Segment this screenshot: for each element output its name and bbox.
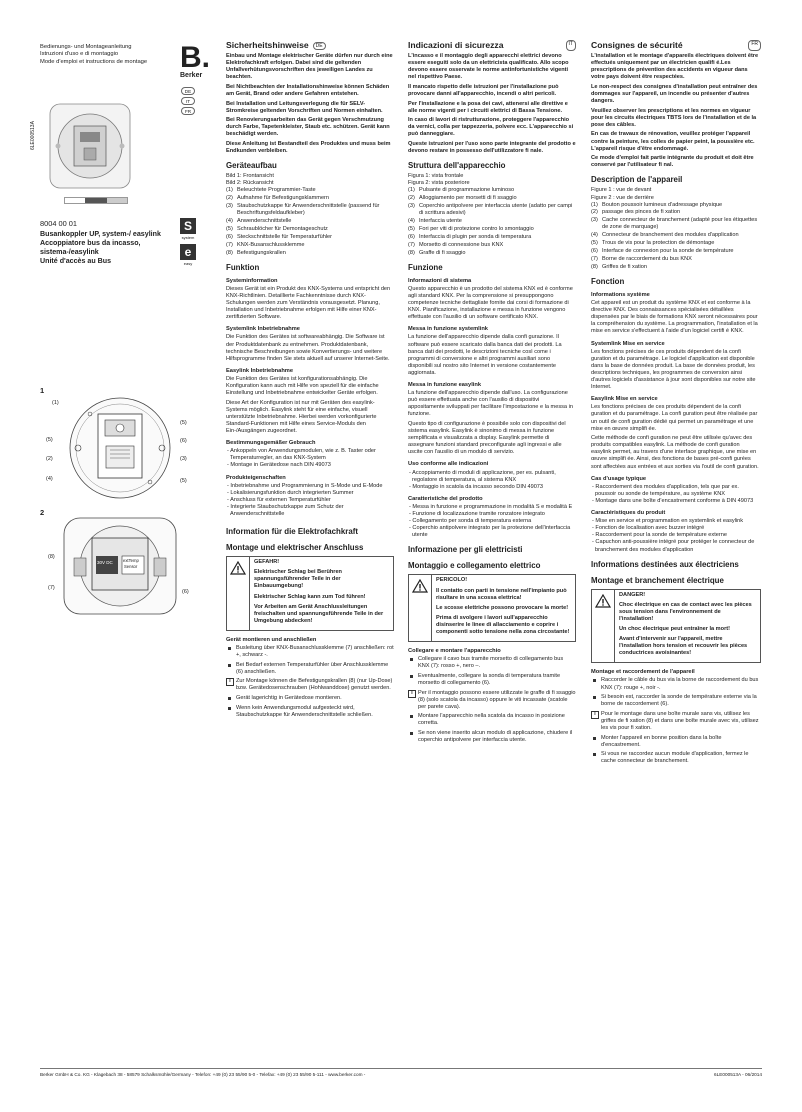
meta-line-fr: Mode d'emploi et instructions de montage: [40, 58, 148, 65]
device-item-text: Fori per viti di protezione contro lo smontaggio: [419, 226, 534, 233]
device-item-number: (2): [226, 195, 233, 202]
syslink-title-it: Messa in funzione systemlink: [408, 326, 488, 333]
safety-title-it: Indicazioni di sicurezza: [408, 40, 504, 50]
device-item: [591, 209, 761, 216]
warning-para: Elektrischer Schlag bei Berühren spannungsführender Teile in der Einbauumgebung!: [254, 569, 342, 590]
sysinfo-title-it: Informazioni di sistema: [408, 277, 472, 284]
use-item: - Raccordement des modules d'application, tels que par ex. poussoir ou sonde de température, au système KNX: [592, 483, 739, 497]
easylink-para: Les fonctions précises de ces produits dépendent de la confi guration et du paramétrage. La confi guration peut être réalisée par un outil de confi guration dédié qui permet un paramétrage et une mise en œuvre simplifi ée.: [591, 404, 758, 432]
device-item-text: Bouton poussoir lumineux d'adressage physique: [602, 201, 723, 208]
device-item-number: (7): [408, 241, 415, 248]
use-items-fr: [591, 484, 761, 505]
warning-para: PERICOLO!: [436, 577, 468, 584]
step-item: Busleitung über KNX-Busanschlussklemme (7) anschließen: rot +, schwarz -.: [226, 645, 394, 659]
safety-para: Ce mode d'emploi fait partie intégrante du produit et doit être conservé par l'utilisateur fi nal.: [591, 155, 754, 169]
prop-item-text: Fonction de localisation avec buzzer intégré: [595, 525, 705, 532]
props-items-de: [226, 483, 394, 518]
doc-code-vertical: 6LE000513A: [30, 121, 36, 150]
prop-item-text: Lokalisierungsfunktion durch integrierten Summer: [230, 489, 354, 496]
device-item-number: (8): [408, 249, 415, 256]
device-item: [408, 203, 576, 217]
danger-box-fr: [591, 589, 761, 664]
device-item-number: (6): [226, 233, 233, 240]
fig2-label-8: (8): [48, 554, 55, 560]
safety-para: En cas de travaux de rénovation, veuillez protéger l'appareil contre la peinture, les colles de papier peint, la poussière etc. L'appareil risque d'être endommagé.: [591, 131, 755, 152]
fig1-label-1: (1): [52, 400, 59, 406]
mount-title-de: Montage und elektrischer Anschluss: [226, 543, 364, 553]
step-item: Wenn kein Anwendungsmodul aufgesteckt wird, Staubschutzkappe für Anwenderschnittstelle schließen.: [226, 705, 394, 719]
step-item: Eventualmente, collegare la sonda di temperatura tramite morsetto di collegamento (6).: [408, 673, 576, 687]
device-item-text: Trous de vis pour la protection de démontage: [602, 240, 715, 247]
use-item: - Ankoppeln von Anwendungsmodulen, wie z. B. Taster oder Temperaturregler, an das KNX-System: [227, 448, 376, 462]
warning-para: Un choc électrique peut entraîner la mort!: [619, 625, 730, 632]
product-photo: [40, 96, 140, 196]
sysinfo-text-de: Dieses Gerät ist ein Produkt des KNX-Systems und entspricht den KNX-Richtlinien. Detaillierte Fachkenntnisse durch KNX-Schulungen werden zum Verständnis vorausgesetzt. Planung, Installation und Inbetriebnahme erfolgen mit Hilfe einer KNX-zertifizierten Software.: [226, 285, 391, 321]
device-items-it: [408, 187, 576, 256]
fig1-label-5c: (5): [180, 478, 187, 484]
device-figs-fr: [591, 187, 761, 201]
figure-caption: Figure 1 : vue de devant: [591, 187, 652, 194]
device-title-de: Geräteaufbau: [226, 161, 277, 171]
fig2-print-30v: 30V DC: [97, 560, 113, 565]
warning-para: Vor Arbeiten am Gerät Anschlussleitungen freischalten und spannungsführende Teile in der Umgebung abdecken!: [254, 603, 384, 624]
use-item-text: Montage dans une boîte d'encastrement conforme à DIN 49073: [595, 497, 754, 504]
figure-caption: Bild 2: Rückansicht: [226, 180, 274, 187]
sysinfo-title-fr: Informations système: [591, 292, 650, 299]
fig1-label-3: (3): [180, 456, 187, 462]
meta-line-de: Bedienungs- und Montageanleitung: [40, 44, 132, 50]
warning-text: [249, 557, 393, 630]
safety-paras-fr: [591, 53, 761, 169]
use-title-de: Bestimmungsgemäßer Gebrauch: [226, 440, 316, 447]
steps-de: [226, 645, 394, 719]
device-title-it: Struttura dell'apparecchio: [408, 161, 506, 171]
product-title-it: Accoppiatore bus da incasso, sistema-/easylink: [40, 239, 141, 256]
safety-para: Diese Anleitung ist Bestandteil des Produktes und muss beim Endkunden verbleiben.: [226, 141, 391, 155]
step-item: Se non viene inserito alcun modulo di applicazione, chiudere il coperchio antipolvere per interfaccia utente.: [408, 730, 576, 744]
syslink-text-it: La funzione dell'apparecchio dipende dalla confi gurazione. Il software può essere scaricato dalla banca dati dei prodotti. La banca dati dei prodotti, le descrizioni tecniche così come i programmi di conversione e altri programmi ausiliari sono disponibili sul nostro sito Internet in versione costantemente aggiornata.: [408, 334, 562, 376]
safety-para: L'incasso e il montaggio degli apparecchi elettrici devono essere eseguiti solo da un elettricista qualificato. Allo scopo devono essere osservate le norme antinfortunistiche vigenti nel rispettivo Paese.: [408, 53, 569, 81]
system-logo-icon: S: [180, 218, 196, 234]
step-item: Raccorder le câble du bus via la borne de raccordement du bus KNX (7): rouge +, noir -.: [591, 677, 761, 691]
warning-para: Choc électrique en cas de contact avec les pièces sous tension dans l'environnement de l'installation!: [619, 601, 752, 622]
sysinfo-text-fr: Cet appareil est un produit du système KNX et est conforme à la directive KNX. Des connaissances spécialisées détaillées dispensées par le biais de formations KNX seront nécessaires pour la compréhension du système. La programmation, l'installation et la mise en service s'effectuent à l'aide d'un logiciel certifi é KNX.: [591, 300, 758, 335]
color-bar: [64, 197, 128, 204]
figure-2-rear-view: [60, 512, 180, 620]
use-item: - Accoppiamento di moduli di applicazione, per es. pulsanti, regolatore di temperatura, al sistema KNX: [409, 469, 556, 483]
prop-item: - Funzione di localizzazione tramite ronzatore integrato: [409, 511, 545, 518]
syslink-text-de: Die Funktion des Gerätes ist softwareabhängig. Die Software ist der Produktdatenbank zu entnehmen. Produktdatenbank, technische Beschreibungen sowie Konvertierungs- und weitere Hilfsprogramme finden Sie stets aktuell auf unserer Internet-Seite.: [226, 334, 390, 362]
figure-caption: Figura 1: vista frontale: [408, 173, 464, 180]
figure-1-number: 1: [40, 386, 45, 395]
prop-item: - Capuchon anti-poussière intégré pour protéger le connecteur de branchement des modules d'application: [592, 539, 755, 553]
step-item: i Zur Montage können die Befestigungskrallen (8) (nur Up-Dose) bzw. Gerätedosenschrauben (Hohlwanddose) genutzt werden.: [226, 678, 394, 692]
safety-para: Veuillez observer les prescriptions et les normes en vigueur pour les circuits électriques TBTS lors de l'installation et de la pose des câbles.: [591, 107, 757, 128]
device-item-text: Beleuchtete Programmier-Taste: [237, 187, 316, 194]
func-title-it: Funzione: [408, 262, 443, 272]
device-item-number: (7): [591, 256, 598, 263]
device-item-number: (3): [226, 203, 233, 210]
easylink-paras-de: [226, 376, 394, 435]
berker-logo: [180, 41, 210, 115]
use-item: - Montage dans une boîte d'encastrement conforme à DIN 49073: [592, 497, 754, 504]
elec-title-de: Information für die Elektrofachkraft: [226, 527, 358, 537]
device-items-de: [226, 187, 394, 256]
mount-title-it: Montaggio e collegamento elettrico: [408, 561, 541, 571]
prop-item: - Collegamento per sonda di temperatura esterna: [409, 518, 532, 525]
prop-item: - Raccordement pour la sonde de température externe: [592, 532, 727, 539]
column-fr: [591, 40, 761, 768]
brand-letter: B.: [180, 41, 210, 74]
safety-para: Bei Renovierungsarbeiten das Gerät gegen Verschmutzung durch Farbe, Tapetenkleister, Staub etc. schützen. Gerät kann beschädigt werden.: [226, 117, 390, 138]
func-title-fr: Fonction: [591, 277, 625, 287]
device-item: [591, 202, 761, 209]
use-items-it: [408, 470, 576, 491]
product-title-fr: Unité d'accès au Bus: [40, 257, 112, 265]
safety-para: Einbau und Montage elektrischer Geräte dürfen nur durch eine Elektrofachkraft erfolgen. Dabei sind die geltenden Unfallverhütungsvorschriften des jeweiligen Landes zu beachten.: [226, 53, 393, 81]
device-item-number: (2): [408, 195, 415, 202]
device-item-text: Interfaccia utente: [419, 218, 462, 225]
safety-para: Per l'installazione e la posa dei cavi, attenersi alle direttive e alle norme vigenti per i circuiti elettrici di Bassa Tensione.: [408, 100, 568, 114]
device-item: [591, 248, 761, 255]
product-block: [40, 219, 175, 266]
article-number: 8004 00 01: [40, 219, 77, 228]
device-item: [591, 217, 761, 231]
prop-item-text: Funzione di localizzazione tramite ronzatore integrato: [412, 511, 545, 518]
step-item: Monter l'appareil en bonne position dans la boîte d'encastrement.: [591, 735, 761, 749]
safety-para: Queste istruzioni per l'uso sono parte integrante del prodotto e devono restare in possesso dell'utilizzatore fi nale.: [408, 141, 576, 155]
device-item: [408, 226, 576, 233]
use-title-fr: Cas d'usage typique: [591, 475, 647, 482]
steps-fr: [591, 677, 761, 765]
use-item: - Montaggio in scatola da incasso secondo DIN 49073: [409, 483, 544, 490]
product-title-de: Busankoppler UP, system-/ easylink: [40, 230, 161, 238]
warning-para: GEFAHR!: [254, 559, 280, 566]
easylink-para: Die Funktion des Gerätes ist konfigurationsabhängig. Die Konfiguration kann auch mit Hilfe von speziell für die einfache Einstellung und Inbetriebnahme entwickelter Geräte erfolgen.: [226, 375, 379, 397]
device-item: [591, 256, 761, 263]
danger-box-de: [226, 556, 394, 631]
easylink-para: Diese Art der Konfiguration ist nur mit Geräten des easylink-Systems möglich. Easylink steht für eine einfache, visuell unterstützte Inbetriebnahme. Hierbei werden vorkonfigurierte Standard-Funktionen mit Hilfe eines Service-Moduls den Ein-/Ausgängen zugeordnet.: [226, 399, 377, 435]
device-item: [408, 187, 576, 194]
device-item: [226, 226, 394, 233]
device-item-text: Staubschutzkappe für Anwenderschnittstelle (passend für Beschriftungsfeldaufkleber): [237, 203, 380, 217]
warning-para: DANGER!: [619, 591, 646, 598]
prop-item: - Lokalisierungsfunktion durch integrierten Summer: [227, 489, 354, 496]
use-items-de: [226, 448, 394, 469]
device-figs-it: [408, 173, 576, 187]
easylink-title-de: Easylink Inbetriebnahme: [226, 367, 294, 374]
device-item-text: Borne de raccordement du bus KNX: [602, 256, 692, 263]
device-item-number: (2): [591, 209, 598, 216]
device-title-fr: Description de l'appareil: [591, 175, 683, 185]
prop-item-text: Messa in funzione e programmazione in modalità S e modalità E: [412, 503, 573, 510]
device-item: [226, 195, 394, 202]
device-item-number: (1): [226, 187, 233, 194]
device-item-number: (6): [408, 233, 415, 240]
device-item: [226, 234, 394, 241]
device-item: [591, 240, 761, 247]
warning-para: Le scosse elettriche possono provocare la morte!: [436, 604, 569, 611]
footer: [40, 1068, 762, 1078]
use-item-text: Raccordement des modules d'application, tels que par ex. poussoir ou sonde de température, au système KNX: [595, 483, 739, 497]
props-items-it: [408, 504, 576, 539]
warning-text: [431, 575, 575, 641]
figure-caption: Figure 2 : vue de derrière: [591, 194, 654, 201]
warning-para: Il contatto con parti in tensione nell'impianto può risultare in una scossa elettrica!: [436, 587, 567, 601]
device-item-text: Alloggiamento per morsetti di fi ssaggio: [419, 195, 517, 202]
use-item: - Montage in Gerätedose nach DIN 49073: [227, 462, 331, 469]
func-title-de: Funktion: [226, 262, 260, 272]
easylink-paras-fr: [591, 404, 761, 470]
device-item-text: KNX-Busanschlussklemme: [237, 241, 305, 248]
easylink-para: La funzione dell'apparecchio dipende dall'uso. La configurazione può essere effettuata anche con l'ausilio di dispositivi appositamente sviluppati per facilitare l'impostazione e la messa in funzione.: [408, 390, 573, 418]
easylink-logo-label: easy: [183, 261, 193, 267]
connect-title-fr: Montage et raccordement de l'appareil: [591, 669, 695, 676]
prop-item-text: Mise en service et programmation en systemlink et easylink: [595, 518, 744, 525]
elec-title-it: Informazione per gli elettricisti: [408, 545, 523, 555]
mount-title-fr: Montage et branchement électrique: [591, 575, 724, 585]
footer-address: Berker GmbH & Co. KG - Klagebach 38 - 58579 Schalksmühle/Germany - Telefon: +49 (0) 23 55/90 5-0 - Telefax: +49 (0) 23 55/90 5-111 - www.berker.com -: [40, 1072, 366, 1077]
device-item-text: Graffe di fi ssaggio: [419, 249, 466, 256]
prop-item: - Coperchio antipolvere integrato per la protezione dell'interfaccia utente: [409, 525, 571, 539]
lang-tag-fr: FR: [748, 40, 761, 51]
warning-para: Prima di svolgere i lavori sull'apparecchio disinserire le linee di allacciamento e coprire i componenti sotto tensione nella zona circostante!: [436, 614, 570, 635]
device-item-text: Pulsante di programmazione luminoso: [419, 187, 515, 194]
device-item: [591, 264, 761, 271]
use-item-text: Montage in Gerätedose nach DIN 49073: [230, 462, 331, 469]
easylink-title-it: Messa in funzione easylink: [408, 382, 482, 389]
device-item-text: Connecteur de branchement des modules d'application: [602, 232, 739, 239]
step-item: Gerät lagerichtig in Gerätedose montieren.: [226, 695, 394, 702]
figure-2-number: 2: [40, 508, 45, 517]
safety-paras-it: [408, 53, 576, 155]
fig1-label-5a: (5): [46, 437, 53, 443]
use-item-text: Ankoppeln von Anwendungsmodulen, wie z. B. Taster oder Temperaturregler, an das KNX-System: [230, 448, 376, 462]
syslink-title-fr: Systemlink Mise en service: [591, 340, 665, 347]
use-item-text: Montaggio in scatola da incasso secondo DIN 49073: [412, 483, 544, 490]
device-item-number: (1): [408, 187, 415, 194]
fig2-print-sensor: Sensor: [124, 564, 138, 569]
use-item-text: Accoppiamento di moduli di applicazione, per es. pulsanti, regolatore di temperatura, al sistema KNX: [412, 469, 556, 483]
step-item: i Per il montaggio possono essere utilizzate le graffe di fi ssaggio (8) (solo scatola da incasso) oppure le viti incassate (scatole per parete cava).: [408, 690, 576, 711]
prop-item: - Fonction de localisation avec buzzer intégré: [592, 525, 705, 532]
system-logos: [178, 218, 198, 267]
fig2-print-exttemp: extTemp: [123, 558, 139, 563]
prop-item: - Messa in funzione e programmazione in modalità S e modalità E: [409, 503, 573, 510]
safety-heading-fr: [591, 40, 761, 51]
step-item: i Pour le montage dans une boîte murale sans vis, utilisez les griffes de fi xation (8) et dans une boîte murale avec vis, utilisez les vis pour fi xation.: [591, 711, 761, 732]
safety-heading-de: [226, 40, 394, 51]
syslink-title-de: Systemlink Inbetriebnahme: [226, 326, 300, 333]
footer-doc-ref: 6LE000513A - 06/2014: [714, 1072, 762, 1077]
lang-badge-fr: FR: [181, 107, 195, 115]
device-items-fr: [591, 202, 761, 271]
prop-item: - Anschluss für externen Temperaturfühler: [227, 496, 331, 503]
prop-item-text: Capuchon anti-poussière intégré pour protéger le connecteur de branchement des modules d'application: [595, 539, 755, 553]
device-item-text: Morsetto di connessione bus KNX: [419, 241, 504, 248]
warning-para: Avant d'intervenir sur l'appareil, mettre l'installation hors tension et recouvrir les pièces conductrices avoisinantes!: [619, 636, 748, 657]
easylink-para: Cette méthode de confi guration ne peut être utilisée qu'avec des produits compatibles easylink. La méthode de confi guration easylink permet, au travers d'une interface graphique, une mise en œuvre simplifi ée. Ainsi, des fonctions de bases pré-confi gurées sont affectées aux entrées et aux sorties via l'outil de confi guration.: [591, 435, 759, 470]
connect-title-it: Collegare e montare l'apparecchio: [408, 648, 501, 655]
easylink-title-fr: Easylink Mise en service: [591, 396, 658, 403]
device-item-number: (1): [591, 201, 598, 208]
figure-caption: Bild 1: Frontansicht: [226, 173, 274, 180]
props-title-it: Caratteristiche del prodotto: [408, 495, 483, 502]
device-item-text: Interfaccia di plugin per sonda di temperatura: [419, 233, 532, 240]
prop-item-text: Coperchio antipolvere integrato per la protezione dell'interfaccia utente: [412, 525, 571, 539]
device-item-number: (5): [591, 240, 598, 247]
device-item-number: (5): [226, 226, 233, 233]
step-item: Montare l'apparecchio nella scatola da incasso in posizione corretta.: [408, 713, 576, 727]
brand-name: Berker: [180, 72, 203, 79]
device-item-number: (4): [408, 218, 415, 225]
device-item-number: (4): [591, 232, 598, 239]
device-item-text: Befestigungskrallen: [237, 249, 286, 256]
device-item: [408, 250, 576, 257]
use-title-it: Uso conforme alle indicazioni: [408, 461, 489, 468]
props-items-fr: [591, 518, 761, 553]
safety-para: Le non-respect des consignes d'installation peut entraîner des dommages sur l'appareil, un incendie ou présenter d'autres dangers.: [591, 83, 758, 105]
device-item-text: Aufnahme für Befestigungsklammern: [237, 195, 330, 202]
figure-caption: Figura 2: vista posteriore: [408, 180, 470, 187]
syslink-text-fr: Les fonctions précises de ces produits dépendent de la confi guration et du paramétrage. Le logiciel d'application est disponible dans la base de données produit. La base de données produit, les descriptions techniques, les programmes de conversion ainsi d'autres logiciels d'assistance à jour sont disponibles sur notre site Internet.: [591, 348, 756, 391]
prop-item: - Mise en service et programmation en systemlink et easylink: [592, 518, 744, 525]
lang-tag-it: IT: [566, 40, 576, 51]
device-item: [591, 232, 761, 239]
safety-title-de: Sicherheitshinweise: [226, 40, 309, 50]
prop-item-text: Inbetriebnahme und Programmierung in S-Mode und E-Mode: [230, 482, 383, 489]
device-item-number: (8): [591, 263, 598, 270]
device-item-text: passage des pinces de fi xation: [602, 209, 681, 216]
connect-title-de: Gerät montieren und anschließen: [226, 636, 317, 643]
fig1-label-5b: (5): [180, 420, 187, 426]
step-item: Bei Bedarf externen Temperaturfühler über Anschlussklemme (6) anschließen.: [226, 662, 394, 676]
fig2-label-7: (7): [48, 585, 55, 591]
meta-line-it: Istruzioni d'uso e di montaggio: [40, 51, 119, 58]
lang-badge-it: IT: [181, 97, 195, 105]
danger-box-it: [408, 574, 576, 642]
device-item-text: Anwenderschnittstelle: [237, 218, 292, 225]
safety-title-fr: Consignes de sécurité: [591, 40, 683, 50]
device-item: [408, 242, 576, 249]
device-item-text: Griffes de fi xation: [602, 263, 647, 270]
device-item: [226, 203, 394, 217]
fig1-label-2: (2): [46, 456, 53, 462]
prop-item-text: Anschluss für externen Temperaturfühler: [230, 496, 331, 503]
easylink-para: Questo tipo di configurazione è possibile solo con dispositivi del sistema easylink. Easylink è sinonimo di messa in funzione semplificata e visualizzata a display. Easylink permette di assegnare funzioni standard preconfigurate agli ingressi e alle uscite con l'ausilio di un modulo di servizio.: [408, 421, 566, 456]
fig1-label-4: (4): [46, 476, 53, 482]
device-item-number: (6): [591, 248, 598, 255]
device-item-number: (8): [226, 249, 233, 256]
lang-tag-de: DE: [313, 42, 326, 50]
easylink-paras-it: [408, 390, 576, 456]
device-item-number: (4): [226, 218, 233, 225]
system-logo-label: system: [181, 235, 195, 240]
safety-para: Bei Installation und Leitungsverlegung die für SELV-Stromkreise geltenden Vorschriften und Normen einhalten.: [226, 100, 383, 114]
device-item-text: Coperchio antipolvere per interfaccia utente (adatto per campi di scrittura adesivi): [419, 203, 573, 217]
safety-paras-de: [226, 53, 394, 155]
step-item: Collegare il cavo bus tramite morsetto di collegamento bus KNX (7): rosso +, nero –.: [408, 656, 576, 670]
device-item-number: (3): [591, 217, 598, 224]
warning-para: Elektrischer Schlag kann zum Tod führen!: [254, 593, 366, 600]
device-item-number: (7): [226, 241, 233, 248]
device-item: [226, 242, 394, 249]
prop-item: - Inbetriebnahme und Programmierung in S-Mode und E-Mode: [227, 482, 383, 489]
safety-heading-it: [408, 40, 576, 51]
device-item-number: (5): [408, 226, 415, 233]
safety-para: Bei Nichtbeachten der Installationshinweise können Schäden am Gerät, Brand oder andere Gefahren entstehen.: [226, 83, 390, 97]
device-item: [408, 234, 576, 241]
device-item: [408, 195, 576, 202]
prop-item-text: Raccordement pour la sonde de température externe: [595, 532, 727, 539]
device-item: [226, 218, 394, 225]
fig2-label-6: (6): [182, 589, 189, 595]
device-item: [226, 250, 394, 257]
warning-triangle-icon: [227, 557, 249, 630]
device-item: [226, 187, 394, 194]
column-de: [226, 40, 394, 721]
device-figs-de: [226, 173, 394, 187]
device-item-text: Interface de connexion pour la sonde de température: [602, 248, 734, 255]
elec-title-fr: Informations destinées aux électriciens: [591, 559, 739, 569]
sysinfo-title-de: Systeminformation: [226, 277, 278, 284]
warning-triangle-icon: [409, 575, 431, 641]
steps-it: [408, 656, 576, 744]
prop-item-text: Integrierte Staubschutzkappe zum Schutz der Anwenderschnittstelle: [230, 503, 344, 518]
step-item: Si vous ne raccordez aucun module d'application, fermez le cache connecteur de branchement.: [591, 751, 761, 765]
figure-1-front-view: [60, 392, 180, 504]
device-item-number: (3): [408, 203, 415, 210]
lang-badge-de: DE: [181, 87, 195, 95]
safety-para: Il mancato rispetto delle istruzioni per l'installazione può provocare danni all'apparecchio, incendi o altri pericoli.: [408, 83, 559, 97]
device-item-text: Steckschnittstelle für Temperaturfühler: [237, 233, 333, 240]
device-item-text: Schraublöcher für Demontageschutz: [237, 226, 328, 233]
warning-triangle-icon: [592, 590, 614, 663]
sysinfo-text-it: Questo apparecchio è un prodotto del sistema KNX ed è conforme agli standard KNX. Per la comprensione si presuppongono competenze tecniche dettagliate fornite dai corsi di formazione di KNX. Pianificazione, installazione e messa in funzione vengono effettuate con l'ausilio di un software certificato KNX.: [408, 285, 573, 321]
device-item-text: Cache connecteur de branchement (adapté pour les étiquettes de zone de marquage): [602, 217, 758, 231]
prop-item: - Integrierte Staubschutzkappe zum Schutz der Anwenderschnittstelle: [227, 503, 344, 518]
safety-para: L'installation et le montage d'appareils électriques doivent être effectués uniquement par un électricien qualifi é.Les prescriptions de prévention des accidents en vigueur dans votre pays doivent être respectées.: [591, 53, 759, 81]
prop-item-text: Collegamento per sonda di temperatura esterna: [412, 518, 532, 525]
props-title-fr: Caractéristiques du produit: [591, 510, 666, 517]
fig1-label-6: (6): [180, 438, 187, 444]
easylink-logo-icon: e: [180, 244, 196, 260]
column-it: [408, 40, 576, 747]
props-title-de: Produkteigenschaften: [226, 474, 286, 481]
step-item: Si besoin est, raccorder la sonde de température externe via la borne de raccordement (6).: [591, 694, 761, 708]
warning-text: [614, 590, 760, 663]
safety-para: In caso di lavori di ristrutturazione, proteggere l'apparecchio da vernici, colla per tappezzeria, polvere ecc. L'apparecchio si può danneggiare.: [408, 117, 574, 138]
device-item: [408, 218, 576, 225]
